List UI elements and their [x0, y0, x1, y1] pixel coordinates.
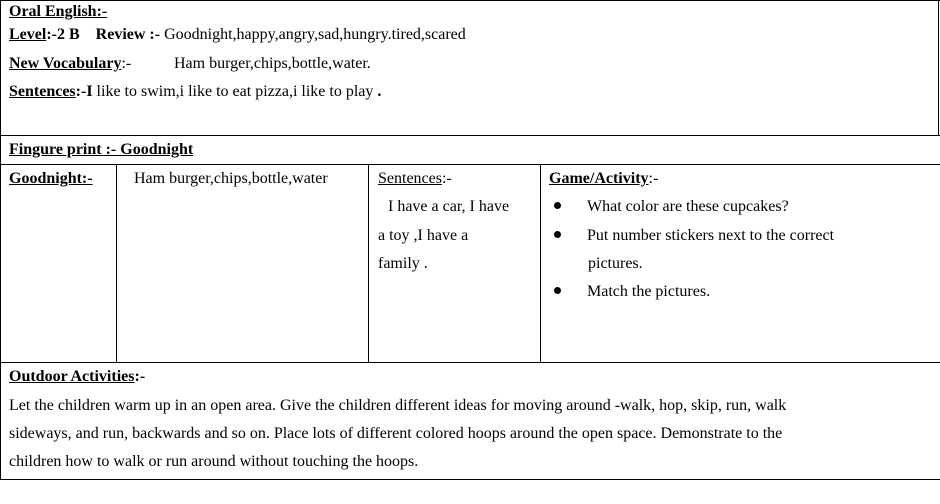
outdoor-activities-sep: :- [134, 368, 146, 385]
vocabulary-line [9, 54, 131, 74]
vocab-sep: :- [121, 55, 132, 72]
game-activity-title [549, 169, 658, 189]
sentences-column-line-1: I have a car, I have [388, 198, 510, 215]
review-value: Goodnight,happy,angry,sad,hungry.tired,scared [160, 26, 466, 43]
vocab-column-text: Ham burger,chips,bottle,water [134, 170, 328, 187]
sentences-column-label: Sentences [378, 170, 442, 187]
col-divider-2 [368, 164, 369, 362]
sentences-sep: :- [75, 83, 87, 100]
bullet-icon [554, 202, 561, 209]
divider-1 [0, 135, 940, 136]
col-divider-3 [540, 164, 541, 362]
bullet-icon [554, 231, 561, 238]
review-label: Review :- [95, 26, 161, 43]
outdoor-line-2: sideways, and run, backwards and so on. Place lots of different colored hoops around the open space. Demonstrate to the [9, 425, 783, 442]
game-activity-label: Game/Activity [549, 170, 649, 187]
top-border [0, 0, 940, 1]
outdoor-line-3: children how to walk or run around without touching the hoops. [9, 453, 419, 470]
activity-item-text: Match the pictures. [587, 283, 711, 300]
col-divider-1 [116, 164, 117, 362]
sentences-column-line-3: family . [378, 255, 428, 272]
bullet-icon [554, 287, 561, 294]
game-activity-sep: :- [648, 170, 659, 187]
activity-item [548, 197, 789, 217]
level-label: Level [9, 26, 47, 43]
bottom-border [0, 479, 940, 480]
oral-english-title: Oral English:- [9, 3, 108, 20]
vocab-value: Ham burger,chips,bottle,water. [174, 55, 371, 72]
activity-item [548, 282, 710, 302]
sentences-column-line-2: a toy ,I have a [378, 227, 469, 244]
right-border-top [938, 0, 939, 135]
outdoor-activities-label: Outdoor Activities [9, 368, 135, 385]
sentences-label: Sentences [9, 83, 76, 100]
activity-item-text: Put number stickers next to the correct [587, 227, 835, 244]
sentences-value-bold: I [86, 83, 93, 100]
outdoor-activities-title [9, 367, 145, 387]
level-value: :-2 B [46, 26, 80, 43]
activity-item-text: What color are these cupcakes? [587, 198, 789, 215]
fingerprint-label: Fingure print :- Goodnight [9, 141, 194, 158]
activity-item-continuation: pictures. [588, 255, 643, 272]
outdoor-line-1: Let the children warm up in an open area. Give the children different ideas for moving around -walk, hop, skip, run, walk [9, 397, 787, 414]
sentences-line [9, 82, 381, 102]
vocab-label: New Vocabulary [9, 55, 122, 72]
sentences-column-title [378, 169, 452, 189]
left-border [0, 0, 1, 480]
activity-item [548, 226, 834, 246]
level-line [9, 25, 466, 45]
sentences-end: . [373, 83, 382, 100]
sentences-value: like to swim,i like to eat pizza,i like to play [92, 83, 374, 100]
sentences-column-sep: :- [441, 170, 452, 187]
divider-2 [0, 164, 940, 165]
goodnight-label: Goodnight:- [9, 170, 93, 187]
divider-3 [0, 362, 940, 363]
